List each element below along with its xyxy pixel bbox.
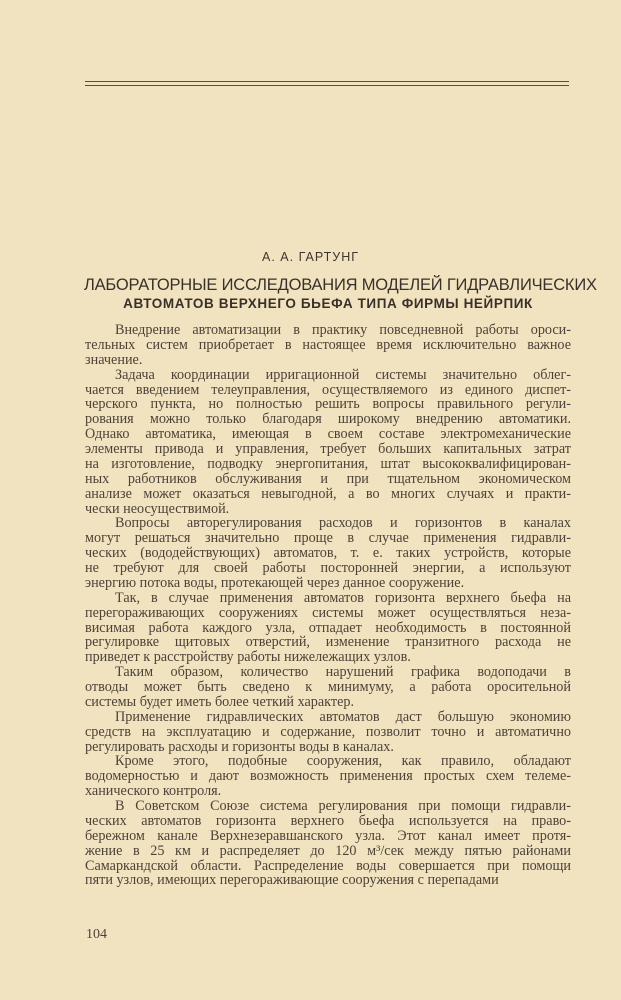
text-line: Таким образом, количество нарушений графика водоподачи в [115,664,571,681]
header-rule-bottom [85,85,569,86]
text-line: приведет к расстройству работы нижележащих узлов. [85,649,411,666]
author-name: А. А. ГАРТУНГ [262,250,359,264]
text-line: ных работников обслуживания и при тщательном экономическом [85,470,571,487]
text-line: рования можно только благодаря широкому внедрению автоматики. [85,411,571,428]
text-line: Самаркандской области. Распределение воды совершается при помощи [85,857,571,874]
text-line: анализе может оказаться невыгодной, а во многих случаях и практи- [85,485,571,502]
text-line: отводы может быть сведено к минимуму, а работа оросительной [85,679,571,695]
text-line: ханического контроля. [85,783,222,800]
paragraph [85,323,571,368]
text-line: системы будет иметь более четкий характер. [85,693,355,710]
text-line: Вопросы авторегулирования расходов и горизонтов в каналах [115,515,571,532]
text-line: ческих (вододействующих) автоматов, т. е. таких устройств, которые [85,545,571,562]
text-line: Однако автоматика, имеющая в своем составе электромеханические [85,426,571,443]
text-line: регулировать расходы и горизонты воды в каналах. [85,738,394,755]
text-line: чается введением телеуправления, осуществляемого из единого диспет- [85,381,571,398]
text-line: водомерностью и дают возможность применения простых схем телеме- [85,768,571,785]
text-line: Кроме этого, подобные сооружения, как правило, обладают [115,753,571,770]
text-line: чески неосуществимой. [85,500,230,517]
paragraph [85,665,571,710]
text-line: пяти узлов, имеющих перегораживающие сооружения с перепадами [85,872,499,889]
paragraph [85,754,571,799]
header-rule-top [85,81,569,82]
page-number: 104 [86,927,107,942]
text-line: на изготовление, подводку энергопитания, штат высококвалифицирован- [85,455,571,472]
text-line: бережном канале Верхнезеравшанского узла. Этот канал имеет протя- [85,827,571,844]
paragraph [85,591,571,665]
paragraph [85,799,571,888]
text-line: висимая работа каждого узла, отпадает необходимость в постоянной [85,619,571,636]
text-line: не требуют для своей работы посторонней энергии, а используют [85,560,571,576]
text-line: энергию потока воды, протекающей через данное сооружение. [85,574,465,591]
article-title-line-2: АВТОМАТОВ ВЕРХНЕГО БЬЕФА ТИПА ФИРМЫ НЕЙРПИК [123,296,533,311]
text-line: В Советском Союзе система регулирования при помощи гидравли- [115,798,571,814]
text-line: значение. [85,351,143,368]
text-line: черского пункта, но полностью решить вопросы правильного регули- [85,396,571,413]
paragraph [85,368,571,517]
text-line: тельных систем приобретает в настоящее время исключительно важное [85,336,571,353]
text-line: Задача координации ирригационной системы значительно облег- [115,366,571,383]
text-line: средств на эксплуатацию и содержание, позволит точно и автоматично [85,723,571,740]
article-title-line-1: ЛАБОРАТОРНЫЕ ИССЛЕДОВАНИЯ МОДЕЛЕЙ ГИДРАВЛИЧЕСКИХ [84,276,597,294]
text-line: Внедрение автоматизации в практику повседневной работы ороси- [115,322,571,338]
paragraph [85,516,571,590]
text-line: перегораживающих сооружениях системы может осуществляться неза- [85,604,571,621]
text-line: элементы привода и управления, требует больших капитальных затрат [85,441,571,457]
text-line: могут решаться значительно проще в случае применения гидравли- [85,530,571,547]
text-line: ческих автоматов горизонта верхнего бьефа используется на право- [85,812,571,829]
paragraph [85,710,571,755]
article-body [85,323,571,888]
text-line: Применение гидравлических автоматов даст большую экономию [115,708,571,725]
text-line: Так, в случае применения автоматов горизонта верхнего бьефа на [115,589,571,606]
text-line: жение в 25 км и распределяет до 120 м³/сек между пятью районами [85,842,571,859]
text-line: регулировке щитовых отверстий, изменение транзитного расхода не [85,634,571,651]
